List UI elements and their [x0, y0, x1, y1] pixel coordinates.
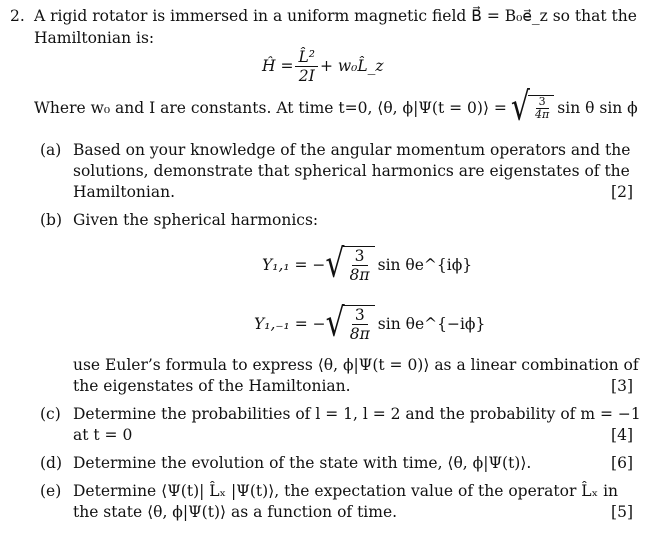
part-d-line-1: Determine the evolution of the state with time, ⟨θ, ϕ|Ψ(t)⟩.	[73, 454, 532, 472]
y1m1-denominator: 8π	[349, 325, 370, 343]
sqrt-sign: √	[325, 241, 345, 288]
y11-equation	[262, 243, 472, 287]
y1m1-lhs: Y₁,₋₁ = −	[254, 315, 326, 333]
sqrt-sign: √	[325, 300, 345, 347]
hamiltonian-equation	[262, 46, 384, 86]
part-d-label: (d)	[40, 454, 63, 472]
part-c-line-2: at t = 0	[73, 426, 133, 444]
part-c-marks: [4]	[611, 426, 633, 444]
hamiltonian-lhs: Ĥ =	[262, 57, 294, 75]
y1m1-tail: sin θe^{−iϕ}	[377, 315, 486, 333]
question-number: 2.	[10, 7, 25, 25]
initial-state-line	[34, 84, 638, 131]
hamiltonian-fraction	[295, 48, 318, 85]
part-b-line-3: the eigenstates of the Hamiltonian.	[73, 377, 351, 395]
hamiltonian-rest: + w₀L̂_z	[319, 57, 384, 75]
part-e-line-1: Determine ⟨Ψ(t)| L̂ₓ |Ψ(t)⟩, the expectation value of the operator L̂ₓ in	[73, 482, 619, 500]
part-d-marks: [6]	[611, 454, 633, 472]
part-e-line-2: the state ⟨θ, ϕ|Ψ(t)⟩ as a function of time.	[73, 503, 398, 521]
y11-lhs: Y₁,₁ = −	[262, 256, 326, 274]
part-e-label: (e)	[40, 482, 62, 500]
sqrt-sign: √	[510, 84, 531, 131]
hamiltonian-numerator: L̂²	[295, 48, 318, 67]
part-c-line-1: Determine the probabilities of l = 1, l = 2 and the probability of m = −1	[73, 405, 641, 423]
intro-line-1: A rigid rotator is immersed in a uniform magnetic field B⃗ = B₀e⃗_z so that the	[34, 7, 637, 25]
part-b-marks: [3]	[611, 377, 633, 395]
initial-state-sqrt	[510, 84, 554, 131]
initial-sqrt-numerator: 3	[536, 96, 549, 109]
intro-line-2: Hamiltonian is:	[34, 29, 155, 47]
initial-state-text: Where w₀ and I are constants. At time t=0, ⟨θ, ϕ|Ψ(t = 0)⟩ =	[34, 99, 507, 117]
hamiltonian-denominator: 2I	[298, 66, 315, 85]
y1m1-numerator: 3	[352, 306, 368, 325]
part-b-line-1: Given the spherical harmonics:	[73, 211, 319, 229]
y11-numerator: 3	[352, 247, 368, 266]
part-a-label: (a)	[40, 141, 62, 159]
initial-state-tail: sin θ sin ϕ	[557, 99, 638, 117]
y11-tail: sin θe^{iϕ}	[377, 256, 473, 274]
part-a-marks: [2]	[611, 183, 633, 201]
part-a-line-2: solutions, demonstrate that spherical harmonics are eigenstates of the	[73, 162, 630, 180]
part-c-label: (c)	[40, 405, 61, 423]
part-a-line-1: Based on your knowledge of the angular momentum operators and the	[73, 141, 631, 159]
part-b-line-2: use Euler’s formula to express ⟨θ, ϕ|Ψ(t = 0)⟩ as a linear combination of	[73, 356, 639, 374]
part-b-label: (b)	[40, 211, 63, 229]
part-e-marks: [5]	[611, 503, 633, 521]
y1m1-equation	[254, 302, 485, 346]
initial-sqrt-denominator: 4π	[535, 108, 550, 121]
y11-denominator: 8π	[349, 266, 370, 284]
part-a-line-3: Hamiltonian.	[73, 183, 176, 201]
